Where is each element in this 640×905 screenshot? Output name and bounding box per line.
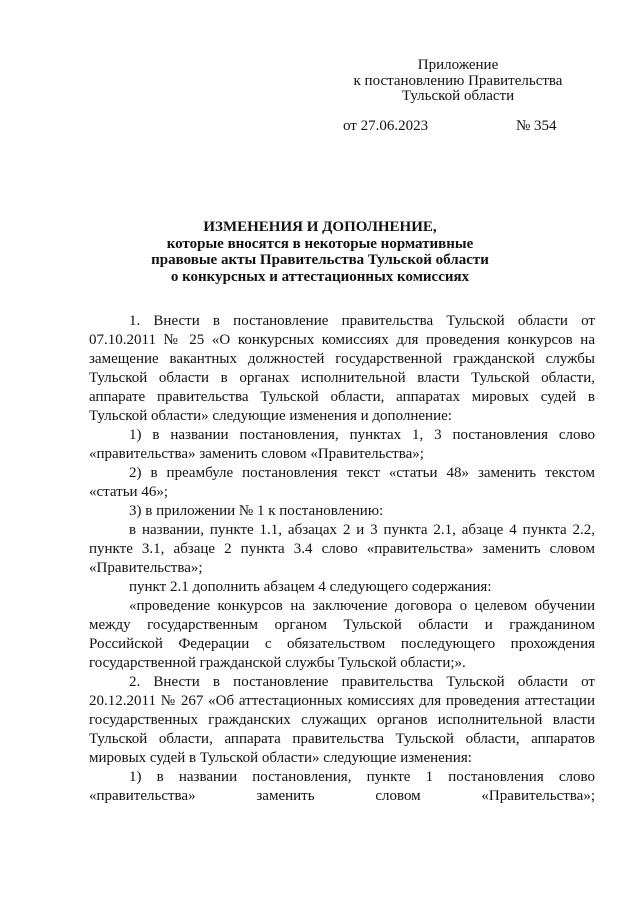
- document-number: № 354: [516, 118, 557, 134]
- title-line-3: правовые акты Правительства Тульской области: [151, 252, 489, 268]
- paragraph: 1) в названии постановления, пункте 1 постановления слово «правительства» заменить словом «Правительства»;: [89, 769, 595, 804]
- paragraph: 1) в названии постановления, пунктах 1, 3 постановления слово «правительства» заменить словом «Правительства»;: [89, 427, 595, 462]
- appendix-line-2: к постановлению Правительства: [353, 72, 563, 89]
- appendix-header: [320, 58, 596, 105]
- paragraph: 3) в приложении № 1 к постановлению:: [129, 503, 384, 519]
- paragraph: «проведение конкурсов на заключение договора о целевом обучении между государственным органом Тульской области и гражданином Российской Федерации с обязательством последующего прохождения государственной гражданской службы Тульской области;».: [89, 598, 595, 671]
- document-body: [89, 312, 595, 806]
- paragraph: в названии, пункте 1.1, абзацах 2 и 3 пункта 2.1, абзаце 4 пункта 2.2, пункте 3.1, абзаце 2 пункта 3.4 слово «правительства» заменить словом «Правительства»;: [89, 522, 595, 576]
- document-title: [120, 219, 520, 285]
- paragraph: пункт 2.1 дополнить абзацем 4 следующего содержания:: [129, 579, 492, 595]
- appendix-line-1: Приложение: [417, 57, 499, 73]
- paragraph: 2. Внести в постановление правительства Тульской области от 20.12.2011 № 267 «Об аттестационных комиссиях для проведения аттестации государственных гражданских служащих органов исполнительной власти Тульской области, аппарата правительства Тульской области, аппаратов мировых судей в Тульской области» следующие изменения:: [89, 674, 595, 766]
- title-line-4: о конкурсных и аттестационных комиссиях: [170, 268, 470, 285]
- title-line-1: ИЗМЕНЕНИЯ И ДОПОЛНЕНИЕ,: [203, 219, 437, 235]
- paragraph: 2) в преамбуле постановления текст «статьи 48» заменить текстом «статьи 46»;: [89, 465, 595, 500]
- paragraph: 1. Внести в постановление правительства Тульской области от 07.10.2011 № 25 «О конкурсных комиссиях для проведения конкурсов на замещение вакантных должностей государственной гражданской службы Тульской области в органах исполнительной власти Тульской области, аппарате правительства Тульской области, аппаратах мировых судей в Тульской области» следующие изменения и дополнение:: [89, 313, 595, 424]
- appendix-line-3: Тульской области: [401, 88, 515, 104]
- document-date: от 27.06.2023: [343, 118, 429, 134]
- title-line-2: которые вносятся в некоторые нормативные: [166, 235, 474, 252]
